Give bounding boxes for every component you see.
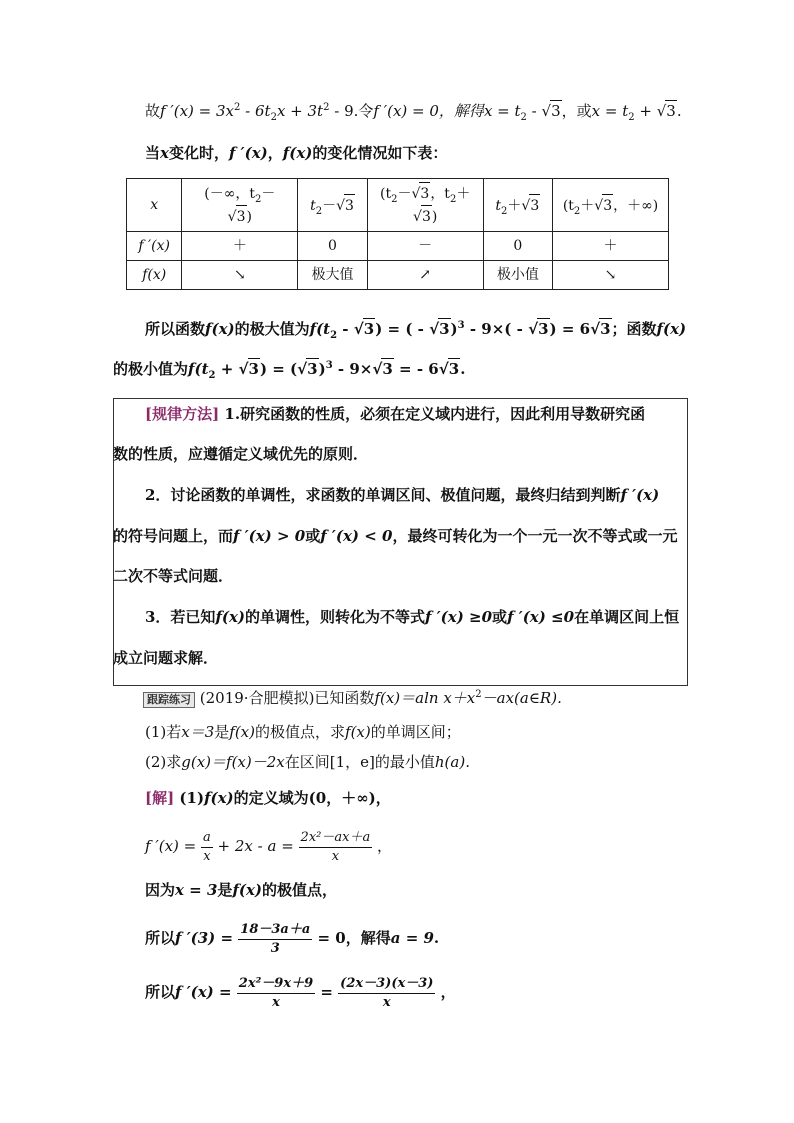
method-p1-line2: 数的性质，应遵循定义域优先的原则． <box>113 445 369 463</box>
method-p3-line2: 成立问题求解． <box>113 649 219 667</box>
table-row <box>127 232 669 261</box>
max-value-line: 所以函数f(x)的极大值为$f(t_2 - √3)$ = ( - √3)$^3$ - 9×( - √3) = 6√3；函数f(x) <box>145 320 687 341</box>
exercise-intro: 跟踪练习 (2019·合肥模拟)已知函数f(x)＝aln $x+x^2-ax(a\in R)$. <box>143 688 562 708</box>
question-1: (1)若x＝3是f(x)的极值点，求f(x)的单调区间； <box>145 723 461 741</box>
method-p2-line3: 二次不等式问题． <box>113 567 234 585</box>
table-cell: x <box>127 179 182 232</box>
table-cell: ＋ <box>553 232 669 261</box>
table-cell: f ′(x) <box>127 232 182 261</box>
fraction: $\frac{\text{2x²－9x＋9}}{x}$ <box>238 975 314 1010</box>
solution-line-2: 当x变化时，f ′(x)，f(x)的变化情况如下表： <box>145 144 448 162</box>
table-cell: f(x) <box>127 261 182 290</box>
method-p1-line1: [规律方法] 1.研究函数的性质，必须在定义域内进行，因此利用导数研究函 <box>145 405 646 423</box>
table-cell: 0 <box>298 232 368 261</box>
fraction: $\frac{\text{2x²－ax＋a}}{x}$ <box>300 829 371 864</box>
solution-line-1: 故f $'(x) = 3x^2 - 6t_2x + 3t^2 - 9$.令f ′(x) = 0，解得$x = t_2 - √3$，或$x = t_2 + √3$. <box>145 102 682 123</box>
solution-step-5: 所以f ′(x) = $\frac{\text{2x²－9x＋9}}{x}$ = $\frac{(2x-3)(x-3)}{x}$ ， <box>145 975 456 1010</box>
fraction: $\frac{(2x-3)(x-3)}{x}$ <box>340 975 434 1010</box>
table-cell: ＋ <box>182 232 298 261</box>
question-2: (2)求g(x)＝f(x)－2x在区间[1，e]的最小值h(a). <box>145 753 470 771</box>
table-cell: ↘ <box>553 261 669 290</box>
table-cell: ↗ <box>367 261 483 290</box>
table-cell: 极大值 <box>298 261 368 290</box>
table-cell: － <box>367 232 483 261</box>
method-p2-line1: 2．讨论函数的单调性，求函数的单调区间、极值问题，最终归结到判断f ′(x) <box>145 486 660 504</box>
table-cell: 0 <box>483 232 553 261</box>
variation-table <box>126 178 669 290</box>
fraction: $\frac{18-3a+a}{3}$ <box>240 921 311 956</box>
table-cell: ($t_2-√3$，$t_2+$ √3) <box>367 179 483 232</box>
table-row <box>127 261 669 290</box>
method-p2-line2: 的符号问题上，而f ′(x) > 0或f ′(x) < 0，最终可转化为一个一元一次不等式或一元 <box>113 527 678 545</box>
table-cell: 极小值 <box>483 261 553 290</box>
solution-step-2: f ′(x) = $\frac{a}{x}$ + 2x - a = $\frac{\text{2x²－ax＋a}}{x}$ ， <box>145 829 392 864</box>
table-cell: (－∞，$t_2-$ √3) <box>182 179 298 232</box>
solution-step-3: 因为x = 3是f(x)的极值点， <box>145 881 338 899</box>
method-p3-line1: 3．若已知f(x)的单调性，则转化为不等式f ′(x) ≥0或f ′(x) ≤0在单调区间上恒 <box>145 608 680 626</box>
table-cell: ($t_2+√3$，＋∞) <box>553 179 669 232</box>
table-header-row <box>127 179 669 232</box>
solution-step-4: 所以f ′(3) = $\frac{18-3a+a}{3}$ = 0，解得a = 9. <box>145 921 440 956</box>
exercise-tag: 跟踪练习 <box>143 692 195 708</box>
fraction: $\frac{a}{x}$ <box>203 829 211 864</box>
table-cell: $t_2-√3$ <box>298 179 368 232</box>
table-cell: $t_2+√3$ <box>483 179 553 232</box>
table-cell: ↘ <box>182 261 298 290</box>
min-value-line: 的极小值为$f(t_2 + √3) = (√3)^3 - 9\times√3$ = - 6√3. <box>113 360 466 381</box>
solution-step-1: [解] (1)f(x)的定义域为(0，＋∞)， <box>145 789 391 807</box>
